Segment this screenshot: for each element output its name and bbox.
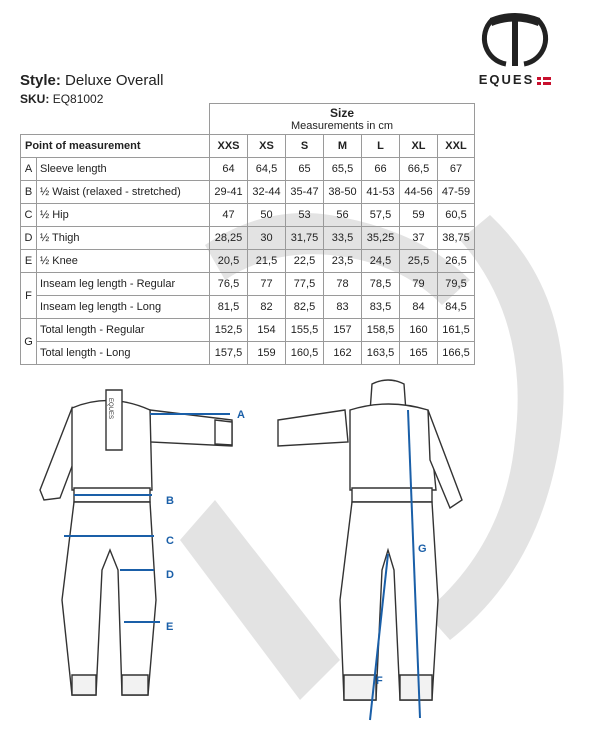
measurement-label: ½ Knee [37,250,210,273]
measurement-value: 37 [400,227,438,250]
measurement-value: 47 [210,204,248,227]
measurement-value: 162 [324,342,362,365]
measurement-value: 82 [248,296,286,319]
table-row [21,296,475,319]
marker-f: F [376,675,383,687]
size-col-header: S [286,135,324,158]
size-title: Size [329,105,354,120]
measurement-value: 35-47 [286,181,324,204]
measurement-value: 64,5 [248,158,286,181]
size-col-header: L [362,135,400,158]
measurement-value: 24,5 [362,250,400,273]
measurement-letter: G [21,319,37,365]
table-row [21,319,475,342]
size-header [210,104,475,135]
measurement-value: 82,5 [286,296,324,319]
eques-logo-icon [470,8,560,70]
measurement-value: 32-44 [248,181,286,204]
size-subtitle: Measurements in cm [290,119,394,132]
measurement-value: 161,5 [438,319,475,342]
measurement-value: 25,5 [400,250,438,273]
measurement-value: 23,5 [324,250,362,273]
measurement-label: ½ Waist (relaxed - stretched) [37,181,210,204]
measurement-value: 155,5 [286,319,324,342]
size-col-header: XS [248,135,286,158]
measurement-value: 29-41 [210,181,248,204]
measurement-value: 152,5 [210,319,248,342]
measurement-value: 78 [324,273,362,296]
measurement-value: 35,25 [362,227,400,250]
measurement-value: 77,5 [286,273,324,296]
measurement-value: 157 [324,319,362,342]
measurement-value: 20,5 [210,250,248,273]
size-col-header: XXS [210,135,248,158]
measurement-label: Inseam leg length - Regular [37,273,210,296]
measurement-label: ½ Hip [37,204,210,227]
measurement-value: 57,5 [362,204,400,227]
overall-diagram [0,370,600,739]
marker-b: B [166,495,174,507]
measurement-letter: F [21,273,37,319]
measurement-value: 59 [400,204,438,227]
measurement-value: 22,5 [286,250,324,273]
measurement-value: 66,5 [400,158,438,181]
marker-c: C [166,535,174,547]
measurement-value: 60,5 [438,204,475,227]
measurement-value: 76,5 [210,273,248,296]
measurement-value: 38-50 [324,181,362,204]
measurement-value: 21,5 [248,250,286,273]
sku-value: EQ81002 [52,92,104,106]
measurement-value: 67 [438,158,475,181]
measurement-value: 154 [248,319,286,342]
measurement-value: 163,5 [362,342,400,365]
pom-header: Point of measurement [21,135,210,158]
measurement-value: 41-53 [362,181,400,204]
measurement-value: 66 [362,158,400,181]
measurement-value: 26,5 [438,250,475,273]
measurement-value: 84,5 [438,296,475,319]
measurement-letter: E [21,250,37,273]
table-row [21,181,475,204]
measurement-value: 166,5 [438,342,475,365]
marker-g: G [418,543,427,555]
measurement-label: ½ Thigh [37,227,210,250]
measurement-value: 64 [210,158,248,181]
measurement-letter: B [21,181,37,204]
marker-d: D [166,569,174,581]
table-row [21,158,475,181]
size-table [20,103,475,365]
style-value: Deluxe Overall [65,72,164,89]
measurement-label: Inseam leg length - Long [37,296,210,319]
measurement-value: 79,5 [438,273,475,296]
measurement-letter: A [21,158,37,181]
back-view [278,380,462,700]
measurement-label: Total length - Long [37,342,210,365]
measurement-letter: D [21,227,37,250]
measurement-value: 50 [248,204,286,227]
measurement-value: 65,5 [324,158,362,181]
measurement-value: 77 [248,273,286,296]
measurement-value: 33,5 [324,227,362,250]
table-corner [21,104,210,135]
measurement-value: 79 [400,273,438,296]
measurement-value: 78,5 [362,273,400,296]
danish-flag-icon [537,77,551,85]
measurement-value: 28,25 [210,227,248,250]
measurement-value: 83 [324,296,362,319]
measurement-value: 83,5 [362,296,400,319]
size-label-row [21,135,475,158]
measurement-value: 84 [400,296,438,319]
measurement-letter: C [21,204,37,227]
marker-a: A [237,409,245,421]
sku-label: SKU: [20,92,50,106]
marker-e: E [166,621,174,633]
measurement-value: 38,75 [438,227,475,250]
table-row [21,342,475,365]
measurement-label: Total length - Regular [37,319,210,342]
measurement-value: 165 [400,342,438,365]
measurement-value: 56 [324,204,362,227]
measurement-label: Sleeve length [37,158,210,181]
table-row [21,273,475,296]
brand-logo [470,8,560,88]
measurement-value: 31,75 [286,227,324,250]
measurement-value: 158,5 [362,319,400,342]
table-row [21,250,475,273]
brand-name: EQUES [478,72,535,87]
size-col-header: M [324,135,362,158]
measurement-value: 44-56 [400,181,438,204]
size-col-header: XL [400,135,438,158]
measurement-value: 47-59 [438,181,475,204]
measurement-value: 160,5 [286,342,324,365]
table-row [21,227,475,250]
table-row [21,204,475,227]
measurement-value: 160 [400,319,438,342]
measurement-value: 159 [248,342,286,365]
size-col-header: XXL [438,135,475,158]
measurement-value: 81,5 [210,296,248,319]
front-view [40,390,232,695]
measurement-value: 65 [286,158,324,181]
measurement-value: 157,5 [210,342,248,365]
style-label: Style: [20,72,61,89]
measurement-value: 30 [248,227,286,250]
measurement-value: 53 [286,204,324,227]
style-line [20,72,163,89]
zipper-text: EQUES [107,398,113,420]
